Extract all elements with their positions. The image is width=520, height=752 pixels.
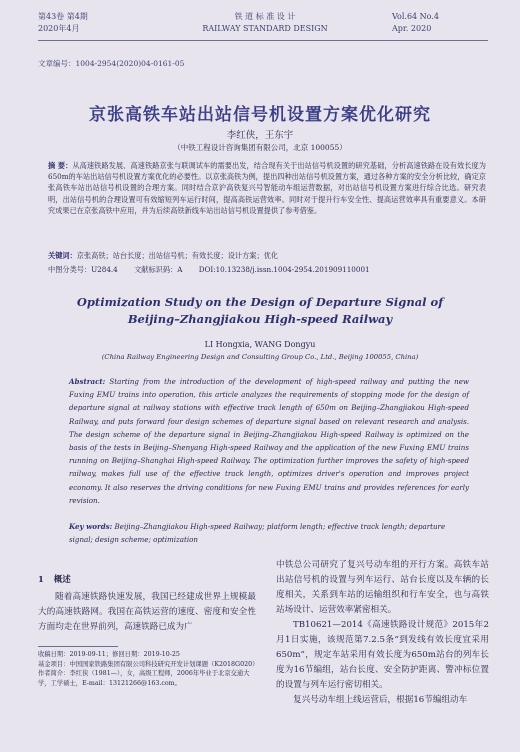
section-paragraph: 随着高速铁路快速发展，我国已经建成世界上规模最大的高速铁路网。我国在高铁运营的速度、密度和安全性方面均走在世界前列，高速铁路已成为广 bbox=[38, 592, 256, 632]
title-en bbox=[0, 294, 520, 328]
title-en-line1: Optimization Study on the Design of Departure Signal of bbox=[76, 295, 444, 309]
title-zh: 京张高铁车站出站信号机设置方案优化研究 bbox=[89, 105, 431, 125]
keywords-zh-label: 关键词： bbox=[48, 251, 77, 260]
title-en-line2: Beijing–Zhangjiakou High-speed Railway bbox=[127, 312, 393, 326]
keywords-en-text: Beijing–Zhangjiakou High-speed Railway; platform length; effective track length; departure signal; design scheme; optimization bbox=[69, 522, 446, 545]
abstract-zh-text: 从高速铁路发展、高速铁路京张与联调试车的需要出发，结合现有关于出站信号机设置的研究基础，分析高速铁路在设有效长度为650m的车站出站信号机设置方案优化的必要性。以京张高铁为例，提出四种出站信号机设置方案，通过各种方案的安全分析比较，确定京张高铁车站出站信号机设置的合理方案。同时结合京沪高铁复兴号智能动车组运营数据，对出站信号机设置方案进行综合比选。研究表明，出站信号机的合理设置可有效缩短列车运行时间，提高高铁运营效率。同时对于提升行车安全性、提高运营效率具有重要意义。本研究成果已在京张高铁中应用，并为后续高铁新线车站出站信号机设置提供了参考借鉴。 bbox=[48, 161, 486, 215]
footnote-author: 作者简介：李红侠（1981—），女，高级工程师，2006年毕业于北京交通大学，工学硕士，E-mail：13121266@163.com。 bbox=[38, 670, 250, 687]
journal-volume-header bbox=[38, 11, 88, 35]
footnotes bbox=[38, 650, 258, 688]
issue-date: 2020年4月 bbox=[38, 24, 80, 33]
keywords-zh bbox=[48, 250, 486, 261]
section-heading bbox=[38, 572, 256, 587]
journal-name-en: RAILWAY STANDARD DESIGN bbox=[202, 24, 328, 33]
keywords-en bbox=[69, 520, 469, 546]
keywords-zh-text: 京张高铁；站台长度；出站信号机；有效长度；设计方案；优化 bbox=[76, 251, 279, 260]
abstract-zh-label: 摘 要： bbox=[48, 161, 73, 170]
body-paragraph: 中铁总公司研究了复兴号动车组的开行方案。高铁车站出站信号机的设置与列车运行、站台长度以及车辆的长度相关，关系到车站的运输组织和行车安全，也与高铁站场设计、运营效率紧密相关。 bbox=[276, 560, 489, 615]
journal-name-zh: 铁 道 标 准 设 计 bbox=[234, 12, 296, 21]
issue-date-en: Apr. 2020 bbox=[392, 24, 432, 33]
affiliation-zh: （中铁工程设计咨询集团有限公司，北京 100055） bbox=[173, 143, 347, 152]
authors-en: LI Hongxia, WANG Dongyu bbox=[204, 340, 316, 349]
volume-issue-en: Vol.64 No.4 bbox=[392, 12, 439, 21]
volume-issue: 第43卷 第4期 bbox=[38, 12, 88, 21]
classification-line bbox=[48, 264, 486, 275]
body-paragraph: 复兴号动车组上线运营后，根据16节编组动车 bbox=[293, 695, 468, 705]
journal-volume-header-en bbox=[392, 11, 487, 35]
section-number: 1 bbox=[38, 574, 44, 584]
abstract-zh bbox=[48, 160, 486, 216]
clc-number: 中图分类号：U284.4 bbox=[48, 265, 118, 274]
header-rule bbox=[38, 40, 488, 41]
authors-zh: 李红侠，王东宇 bbox=[226, 130, 294, 141]
footnote-received: 收稿日期：2019-09-11；修回日期：2019-10-25 bbox=[38, 651, 180, 658]
abstract-en-label: Abstract: bbox=[69, 377, 106, 386]
journal-name-header bbox=[190, 11, 340, 35]
footnote-funding: 基金项目：中国国家铁路集团有限公司科技研究开发计划课题（K2018G020） bbox=[38, 660, 259, 668]
article-number: 文章编号：1004-2954(2020)04-0161-05 bbox=[38, 59, 185, 68]
abstract-en-text: Starting from the introduction of the development of high-speed railway and putting the new Fuxing EMU trains into operation, this article analyzes the requirements of stopping mode for the design of departure signal at railway stations with effective track length of 650m on Beijing–Zhangjiakou High-speed Railway, and puts forward four design schemes of departure signal based on relevant research and analysis. The design scheme of the departure signal in Beijing–Zhangjiakou High-speed Railway is optimized on the basis of the tests in Beijing–Shenyang High-speed Railway and the application of the new Fuxing EMU trains running on Beijing–Shanghai High-speed Railway. The optimization further improves the safety of high-speed railway, makes full use of the effective track length, optimizes driver's operation and improves project economy. It also reserves the driving conditions for new Fuxing EMU trains and provides references for early revision. bbox=[69, 377, 469, 505]
abstract-en bbox=[69, 375, 469, 507]
keywords-en-label: Key words: bbox=[69, 522, 113, 531]
body-left-column bbox=[38, 572, 256, 635]
doi-number: DOI:10.13238/j.issn.1004-2954.201909110001 bbox=[198, 265, 370, 274]
section-title: 概述 bbox=[53, 574, 71, 584]
body-right-column bbox=[276, 558, 489, 708]
affiliation-en: (China Railway Engineering Design and Consulting Group Co., Ltd., Beijing 100055, China) bbox=[101, 353, 419, 361]
body-paragraph: TB10621—2014《高速铁路设计规范》2015年2月1日实施，该规范第7.2.5条“到发线有效长度宜采用650m”，规定车站采用有效长度为650m站台的列车长度为16节编组，站台长度、安全防护距离、警冲标位置的设置与列车运行密切相关。 bbox=[276, 620, 489, 690]
document-code: 文献标识码：A bbox=[134, 265, 183, 274]
footnote-rule bbox=[38, 646, 118, 647]
